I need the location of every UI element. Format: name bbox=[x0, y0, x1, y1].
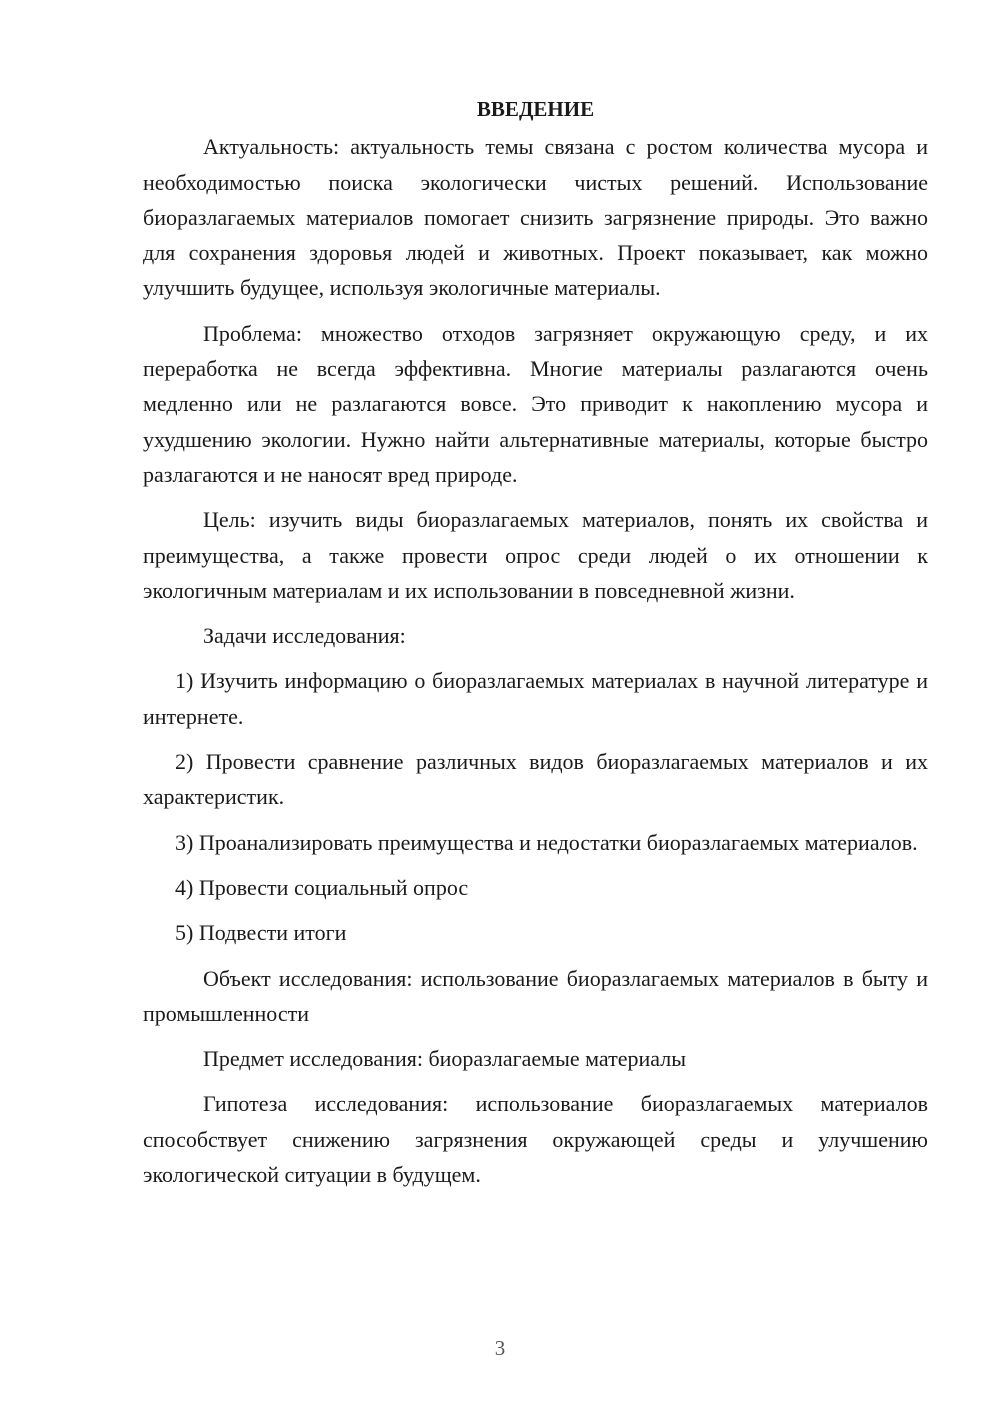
paragraph-problem: Проблема: множество отходов загрязняет окружающую среду, и их переработка не всегда эффективна. Многие материалы разлагаются очень медленно или не разлагаются вовсе. Это приводит к накоплению мусора и ухудшению экологии. Нужно найти альтернативные материалы, которые быстро разлагаются и не наносят вред природе. bbox=[143, 320, 928, 487]
task-item-3: 3) Проанализировать преимущества и недостатки биоразлагаемых материалов. bbox=[175, 829, 918, 855]
page-number: 3 bbox=[494, 1336, 506, 1360]
paragraph-goal: Цель: изучить виды биоразлагаемых материалов, понять их свойства и преимущества, а также провести опрос среди людей о их отношении к экологичным материалам и их использовании в повседневной жизни. bbox=[143, 507, 928, 603]
tasks-heading: Задачи исследования: bbox=[203, 623, 406, 649]
paragraph-relevance: Актуальность: актуальность темы связана с ростом количества мусора и необходимостью поиска экологически чистых решений. Использование биоразлагаемых материалов помогает снизить загрязнение природы. Это важно для сохранения здоровья людей и животных. Проект показывает, как можно улучшить будущее, используя экологичные материалы. bbox=[143, 134, 928, 301]
page-title: ВВЕДЕНИЕ bbox=[476, 97, 595, 121]
task-item-2: 2) Провести сравнение различных видов биоразлагаемых материалов и их характеристик. bbox=[143, 749, 928, 810]
task-item-1: 1) Изучить информацию о биоразлагаемых материалах в научной литературе и интернете. bbox=[143, 668, 928, 729]
paragraph-subject: Предмет исследования: биоразлагаемые материалы bbox=[203, 1046, 686, 1072]
paragraph-object: Объект исследования: использование биоразлагаемых материалов в быту и промышленности bbox=[143, 965, 928, 1026]
paragraph-hypothesis: Гипотеза исследования: использование биоразлагаемых материалов способствует снижению загрязнения окружающей среды и улучшению экологической ситуации в будущем. bbox=[143, 1091, 928, 1188]
page-content bbox=[143, 92, 928, 1202]
task-item-4: 4) Провести социальный опрос bbox=[175, 874, 469, 900]
task-item-5: 5) Подвести итоги bbox=[175, 920, 347, 946]
